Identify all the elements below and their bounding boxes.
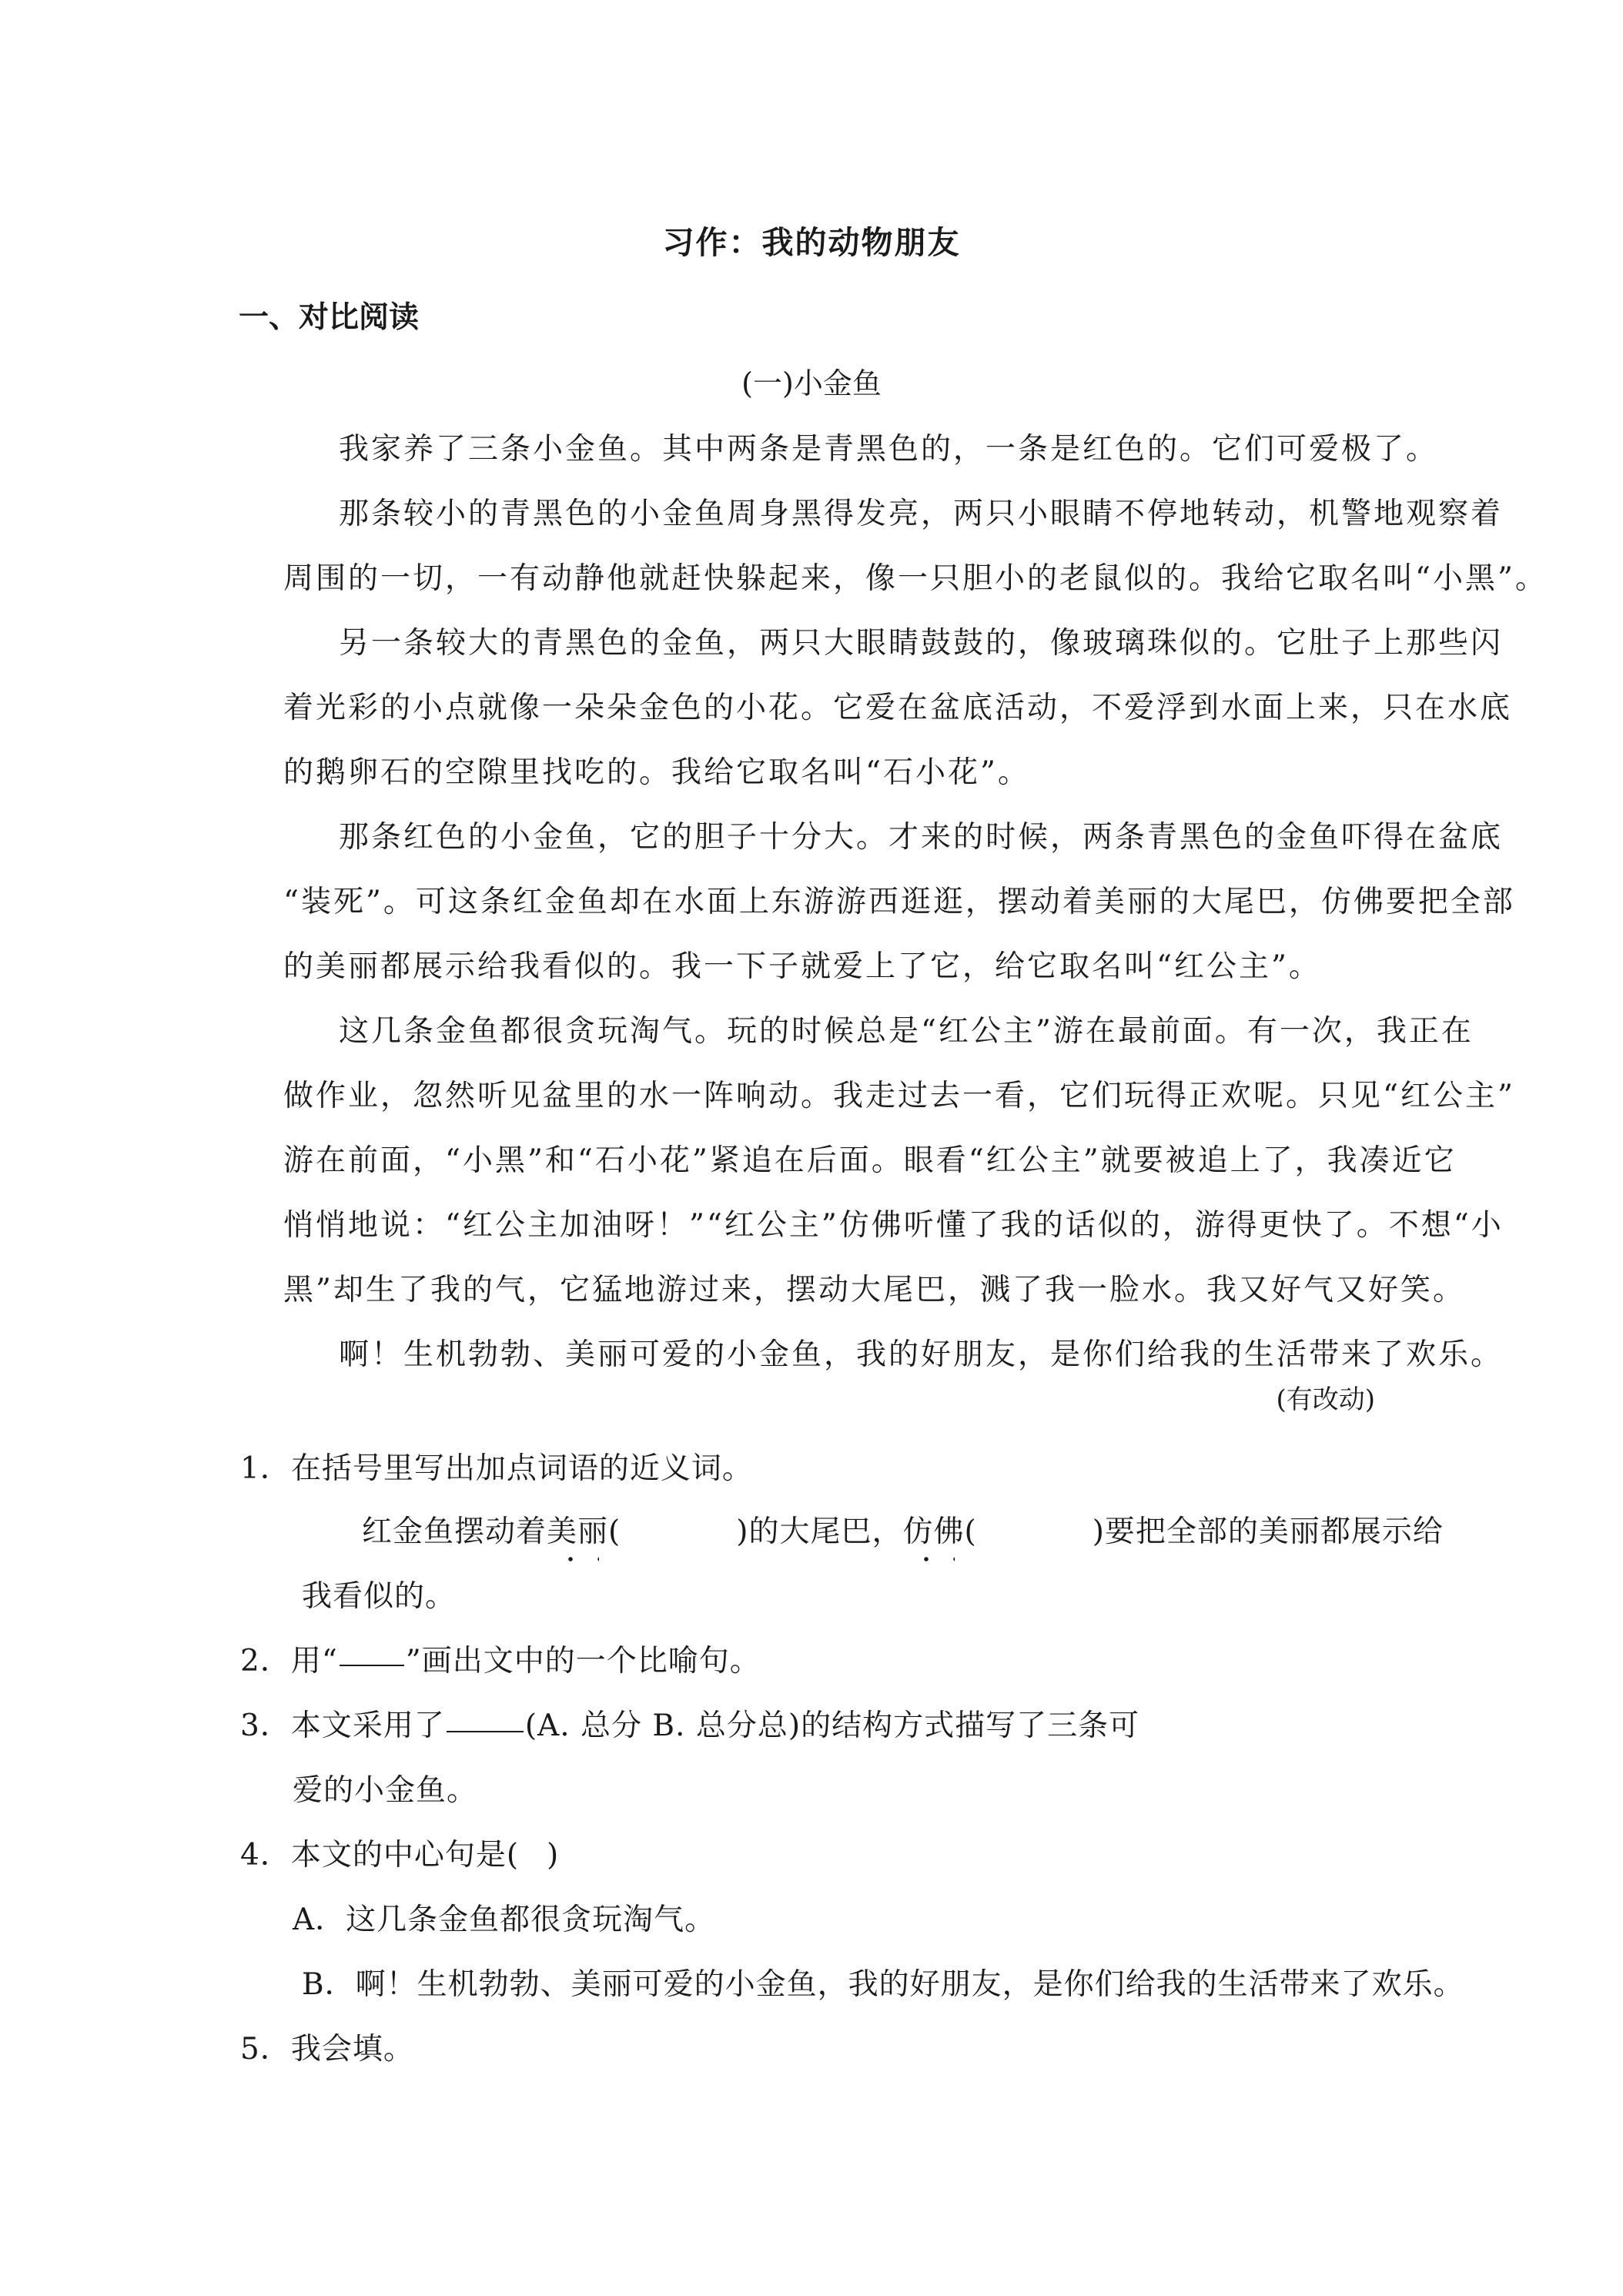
passage-line: 啊！生机勃勃、美丽可爱的小金鱼，我的好朋友，是你们给我的生活带来了欢乐。 — [339, 1337, 1504, 1372]
choice-option-a[interactable]: A．这几条金鱼都很贪玩淘气。 — [293, 1903, 716, 1937]
question-line: 红金鱼摆动着美丽( )的大尾巴，仿佛( )要把全部的美丽都展示给 — [362, 1508, 1444, 1551]
passage-line: 这几条金鱼都很贪玩淘气。玩的时候总是“红公主”游在最前面。有一次，我正在 — [339, 1014, 1474, 1049]
question-line: 我看似的。 — [302, 1579, 457, 1614]
passage-line: 另一条较大的青黑色的金鱼，两只大眼睛鼓鼓的，像玻璃珠似的。它肚子上那些闪 — [339, 626, 1504, 661]
question-stem: 4．本文的中心句是( ) — [240, 1838, 560, 1873]
passage-line: 着光彩的小点就像一朵朵金色的小花。它爱在盆底活动，不爱浮到水面上来，只在水底 — [283, 691, 1513, 725]
passage-line: 周围的一切，一有动静他就赶快躲起来，像一只胆小的老鼠似的。我给它取名叫“小黑”。 — [283, 561, 1548, 596]
passage-line: 悄悄地说：“红公主加油呀！”“红公主”仿佛听懂了我的话似的，游得更快了。不想“小 — [283, 1208, 1504, 1243]
choice-option-b[interactable]: B．啊！生机勃勃、美丽可爱的小金鱼，我的好朋友，是你们给我的生活带来了欢乐。 — [302, 1967, 1464, 2002]
passage-line: 做作业，忽然听见盆里的水一阵响动。我走过去一看，它们玩得正欢呢。只见“红公主” — [283, 1079, 1515, 1113]
dotted-word: 美丽 — [547, 1508, 608, 1551]
passage-line: 的鹅卵石的空隙里找吃的。我给它取名叫“石小花”。 — [283, 755, 1030, 790]
passage-line: 的美丽都展示给我看似的。我一下子就爱上了它，给它取名叫“红公主”。 — [283, 949, 1321, 984]
passage-title: (一)小金鱼 — [741, 366, 882, 400]
question-stem: 3．本文采用了 (A. 总分 B. 总分总)的结构方式描写了三条可 — [240, 1709, 1140, 1743]
passage-line: 那条较小的青黑色的小金鱼周身黑得发亮，两只小眼睛不停地转动，机警地观察着 — [339, 497, 1504, 531]
underline-mark — [340, 1665, 404, 1666]
question-2: 2．用“ ”画出文中的一个比喻句。 — [240, 1644, 761, 1678]
dotted-word: 仿佛 — [902, 1508, 964, 1551]
passage-line: 那条红色的小金鱼，它的胆子十分大。才来的时候，两条青黑色的金鱼吓得在盆底 — [339, 820, 1504, 855]
passage-line: 我家养了三条小金鱼。其中两条是青黑色的，一条是红色的。它们可爱极了。 — [339, 432, 1439, 467]
section-heading: 一、对比阅读 — [239, 300, 420, 335]
passage-line: 黑”却生了我的气，它猛地游过来，摆动大尾巴，溅了我一脸水。我又好气又好笑。 — [283, 1273, 1465, 1307]
question-stem: 1．在括号里写出加点词语的近义词。 — [240, 1451, 753, 1486]
answer-blank[interactable] — [447, 1731, 524, 1732]
question-5: 5．我会填。 — [240, 2032, 414, 2067]
passage-line: 游在前面，“小黑”和“石小花”紧追在后面。眼看“红公主”就要被追上了，我凑近它 — [283, 1143, 1457, 1178]
passage-line: “装死”。可这条红金鱼却在水面上东游游西逛逛，摆动着美丽的大尾巴，仿佛要把全部 — [283, 885, 1515, 919]
page-title: 习作：我的动物朋友 — [662, 224, 961, 261]
question-line: 爱的小金鱼。 — [293, 1773, 478, 1808]
source-note: (有改动) — [1276, 1384, 1375, 1415]
